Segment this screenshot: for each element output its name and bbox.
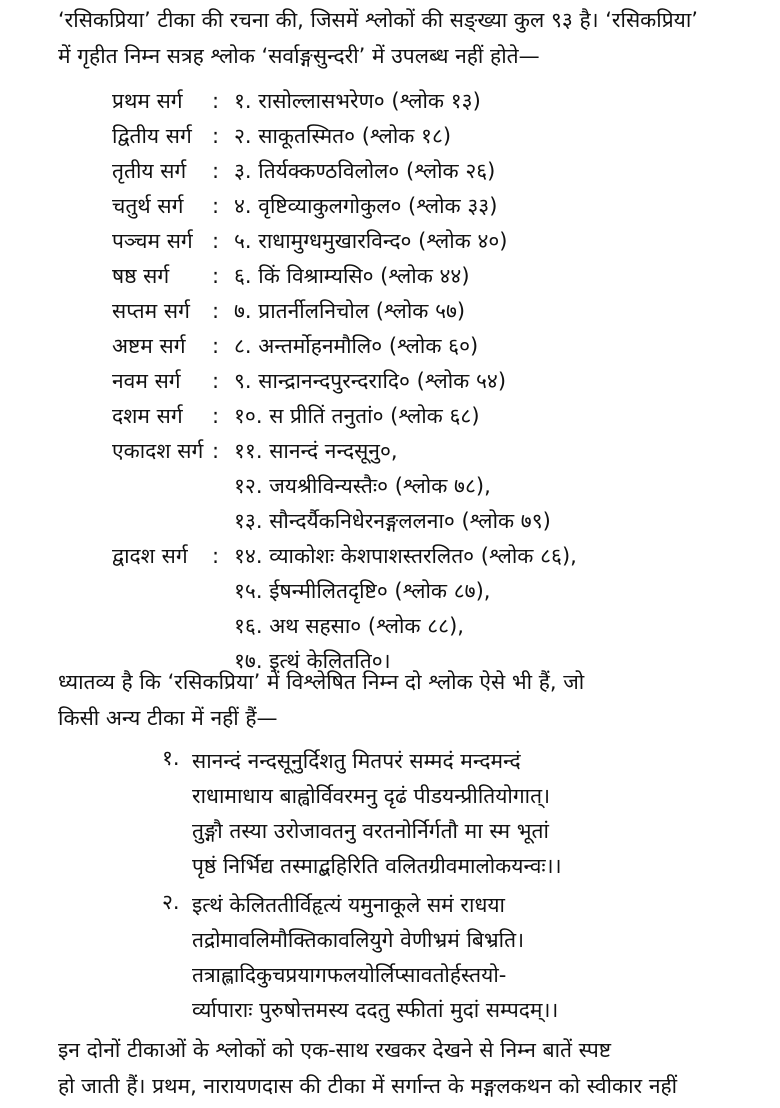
separator-colon: : [212, 334, 220, 358]
note-line: ध्यातव्य है कि ‘रसिकप्रिया’ में विश्लेषित निम्न दो श्लोक ऐसे भी हैं, जो [58, 670, 585, 694]
separator-colon: : [212, 299, 220, 323]
separator-colon: : [212, 194, 220, 218]
note-paragraph [58, 664, 730, 736]
sloka-entry: १. रासोल्लासभरेण० (श्लोक १३) [234, 89, 481, 113]
verse-line: इत्थं केलिततीर्विहृत्यं यमुनाकूले समं राधया [192, 893, 505, 917]
sarga-label: चतुर्थ सर्ग [112, 194, 184, 218]
sarga-label: अष्टम सर्ग [112, 334, 186, 358]
sloka-list-row [112, 434, 732, 469]
separator-colon: : [212, 159, 220, 183]
intro-line: ‘रसिकप्रिया’ टीका की रचना की, जिसमें श्लोकों की सङ्ख्या कुल ९३ है। ‘रसिकप्रिया’ [58, 8, 698, 32]
verse-line: राधामाधाय बाह्वोर्विवरमनु दृढं पीडयन्प्रीतियोगात्। [192, 784, 551, 808]
sloka-entry: ८. अन्तर्मोहनमौलि० (श्लोक ६०) [234, 334, 479, 358]
sloka-list-row [112, 154, 732, 189]
sloka-list-row [112, 84, 732, 119]
sarga-label: द्वितीय सर्ग [112, 124, 192, 148]
note-line: किसी अन्य टीका में नहीं हैं— [58, 706, 278, 730]
sarga-label: सप्तम सर्ग [112, 299, 190, 323]
sloka-entry: ७. प्रातर्नीलनिचोल (श्लोक ५७) [234, 299, 466, 323]
sloka-entry: ५. राधामुग्धमुखारविन्द० (श्लोक ४०) [234, 229, 508, 253]
sarga-label: प्रथम सर्ग [112, 89, 183, 113]
sloka-list-row [112, 294, 732, 329]
sloka-list-row [112, 399, 732, 434]
sloka-entry: १३. सौन्दर्यैकनिधेरनङ्गललना० (श्लोक ७९) [234, 509, 551, 533]
sloka-entry: ३. तिर्यक्कण्ठविलोल० (श्लोक २६) [234, 159, 496, 183]
verse-line: तत्राह्लादिकुचप्रयागफलयोर्लिप्सावतोर्हस्तयो- [192, 963, 507, 987]
sarga-label: दशम सर्ग [112, 404, 183, 428]
verse-line: र्व्यापाराः पुरुषोत्तमस्य ददतु स्फीतां मुदां सम्पदम्।। [192, 998, 559, 1022]
verse-body [192, 888, 558, 1028]
verse-number: २. [162, 890, 180, 914]
separator-colon: : [212, 439, 220, 463]
sarga-label: नवम सर्ग [112, 369, 181, 393]
sarga-label: षष्ठ सर्ग [112, 264, 170, 288]
sloka-list-row [112, 364, 732, 399]
sloka-entry: २. साकूतस्मित० (श्लोक १८) [234, 124, 452, 148]
sloka-list-row [112, 119, 732, 154]
sloka-entry: १६. अथ सहसा० (श्लोक ८८), [234, 614, 464, 638]
sarga-label: द्वादश सर्ग [112, 544, 188, 568]
sloka-list-row [112, 609, 732, 644]
separator-colon: : [212, 264, 220, 288]
sarga-label: तृतीय सर्ग [112, 159, 187, 183]
separator-colon: : [212, 404, 220, 428]
separator-colon: : [212, 369, 220, 393]
separator-colon: : [212, 229, 220, 253]
sloka-list-row [112, 224, 732, 259]
sloka-entry: ११. सानन्दं नन्दसूनु०, [234, 439, 398, 463]
sloka-entry: ९. सान्द्रानन्दपुरन्दरादि० (श्लोक ५४) [234, 369, 507, 393]
closing-paragraph [58, 1032, 730, 1104]
sloka-list [112, 84, 732, 679]
verse-line: तद्रोमावलिमौक्तिकावलियुगे वेणीभ्रमं बिभ्रति। [192, 928, 525, 952]
closing-line: हो जाती हैं। प्रथम, नारायणदास की टीका में सर्गान्त के मङ्गलकथन को स्वीकार नहीं [58, 1074, 678, 1098]
sloka-entry: १४. व्याकोशः केशपाशस्तरलित० (श्लोक ८६), [234, 544, 577, 568]
sloka-entry: ६. किं विश्राम्यसि० (श्लोक ४४) [234, 264, 470, 288]
sloka-entry: १२. जयश्रीविन्यस्तैः० (श्लोक ७८), [234, 474, 491, 498]
sloka-entry: १७. इत्थं केलितति०। [234, 649, 391, 673]
verse-line: पृष्ठं निर्भिद्य तस्माद्बहिरिति वलितग्रीवमालोकयन्वः।। [192, 854, 562, 878]
closing-line: इन दोनों टीकाओं के श्लोकों को एक-साथ रखकर देखने से निम्न बातें स्पष्ट [58, 1038, 612, 1062]
separator-colon: : [212, 124, 220, 148]
sloka-list-row [112, 189, 732, 224]
verse-line: तुङ्गौ तस्या उरोजावतनु वरतनोर्निर्गतौ मा स्म भूतां [192, 819, 549, 843]
sloka-list-row [112, 259, 732, 294]
verse-body [192, 744, 562, 884]
sloka-list-row [112, 539, 732, 574]
sarga-label: एकादश सर्ग [112, 439, 204, 463]
sloka-list-row [112, 574, 732, 609]
sloka-list-row [112, 469, 732, 504]
verse-line: सानन्दं नन्दसूनुर्दिशतु मितपरं सम्मदं मन्दमन्दं [192, 749, 521, 773]
intro-line: में गृहीत निम्न सत्रह श्लोक ‘सर्वाङ्गसुन्दरी’ में उपलब्ध नहीं होते— [58, 44, 540, 68]
sloka-list-row [112, 329, 732, 364]
sloka-list-row [112, 504, 732, 539]
sloka-entry: ४. वृष्टिव्याकुलगोकुल० (श्लोक ३३) [234, 194, 498, 218]
sloka-entry: १५. ईषन्मीलितदृष्टि० (श्लोक ८७), [234, 579, 491, 603]
verse-number: १. [162, 746, 180, 770]
intro-paragraph [58, 2, 730, 74]
separator-colon: : [212, 89, 220, 113]
sloka-entry: १०. स प्रीतिं तनुतां० (श्लोक ६८) [234, 404, 480, 428]
separator-colon: : [212, 544, 220, 568]
sarga-label: पञ्चम सर्ग [112, 229, 193, 253]
